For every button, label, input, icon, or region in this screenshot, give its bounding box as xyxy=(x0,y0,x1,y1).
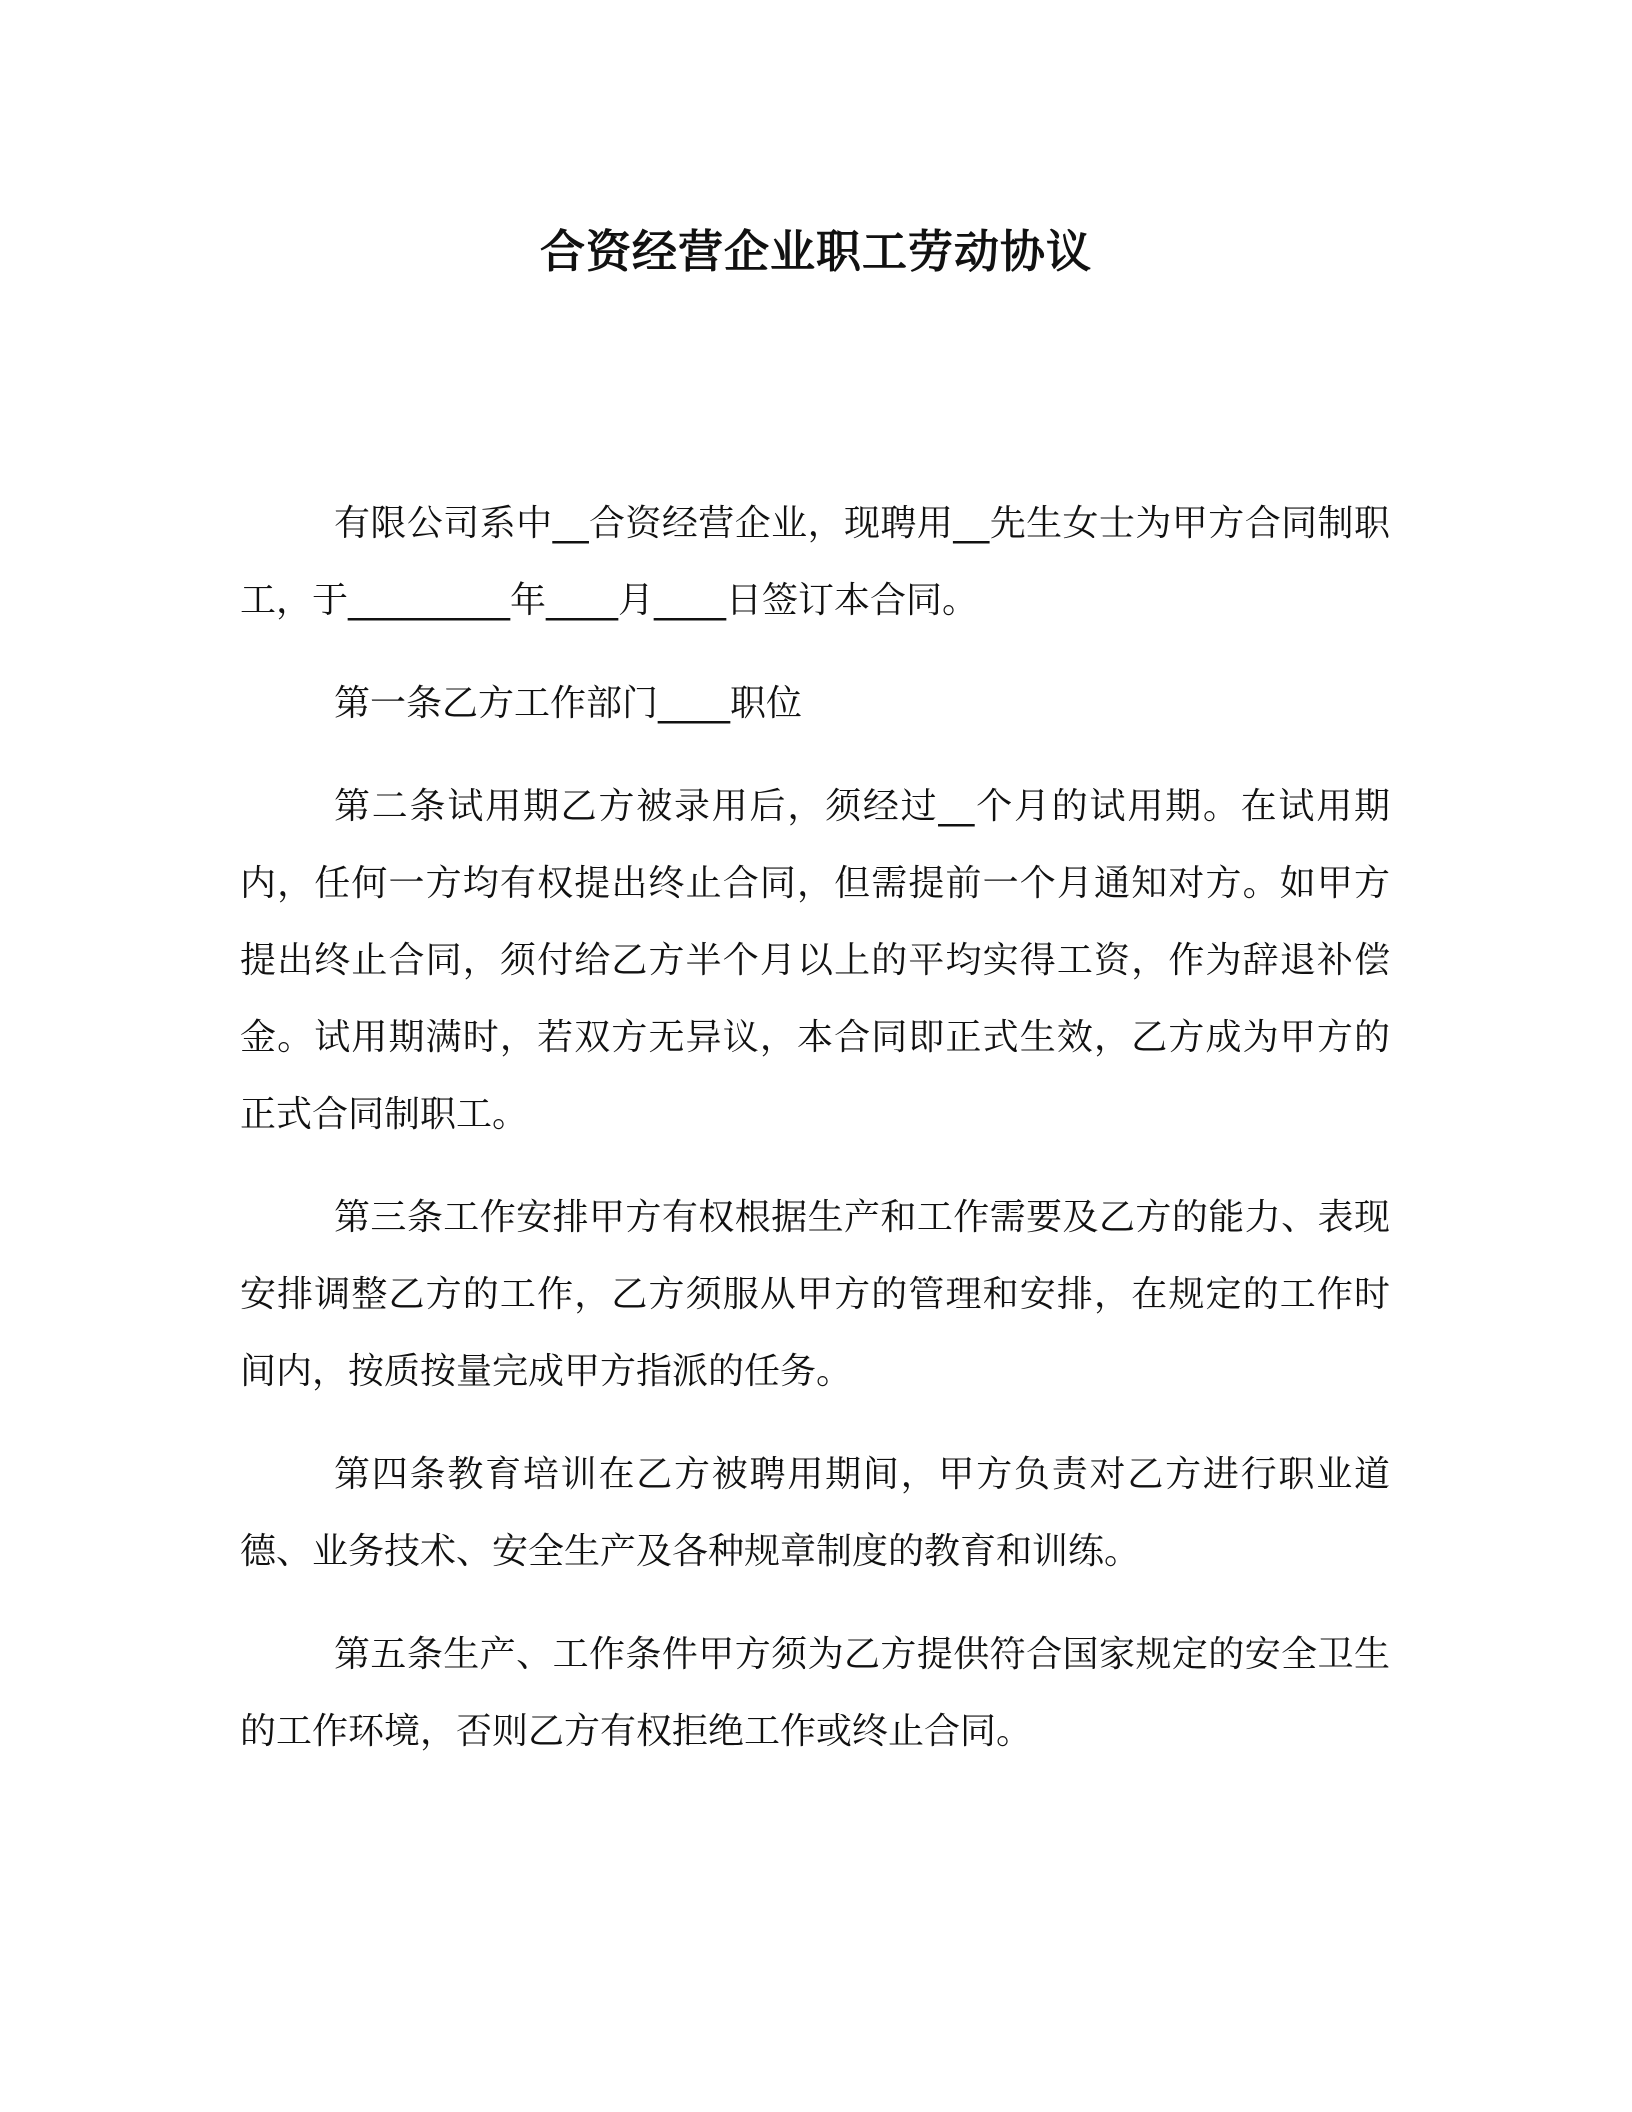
paragraph-article-3: 第三条工作安排甲方有权根据生产和工作需要及乙方的能力、表现安排调整乙方的工作，乙方须服从甲方的管理和安排，在规定的工作时间内，按质按量完成甲方指派的任务。 xyxy=(240,1197,1390,1392)
paragraph-article-4: 第四条教育培训在乙方被聘用期间，甲方负责对乙方进行职业道德、业务技术、安全生产及各种规章制度的教育和训练。 xyxy=(240,1454,1390,1572)
document-title: 合资经营企业职工劳动协议 xyxy=(539,225,1092,278)
paragraph-article-1: 第一条乙方工作部门____职位 xyxy=(334,683,803,724)
paragraph-intro: 有限公司系中__合资经营企业，现聘用__先生女士为甲方合同制职工，于_________年____月____日签订本合同。 xyxy=(240,503,1390,621)
paragraph-article-5: 第五条生产、工作条件甲方须为乙方提供符合国家规定的安全卫生的工作环境，否则乙方有权拒绝工作或终止合同。 xyxy=(240,1634,1390,1752)
document-body xyxy=(240,485,1390,1796)
paragraph-article-2: 第二条试用期乙方被录用后，须经过__个月的试用期。在试用期内，任何一方均有权提出终止合同，但需提前一个月通知对方。如甲方提出终止合同，须付给乙方半个月以上的平均实得工资，作为辞退补偿金。试用期满时，若双方无异议，本合同即正式生效，乙方成为甲方的正式合同制职工。 xyxy=(240,786,1390,1135)
